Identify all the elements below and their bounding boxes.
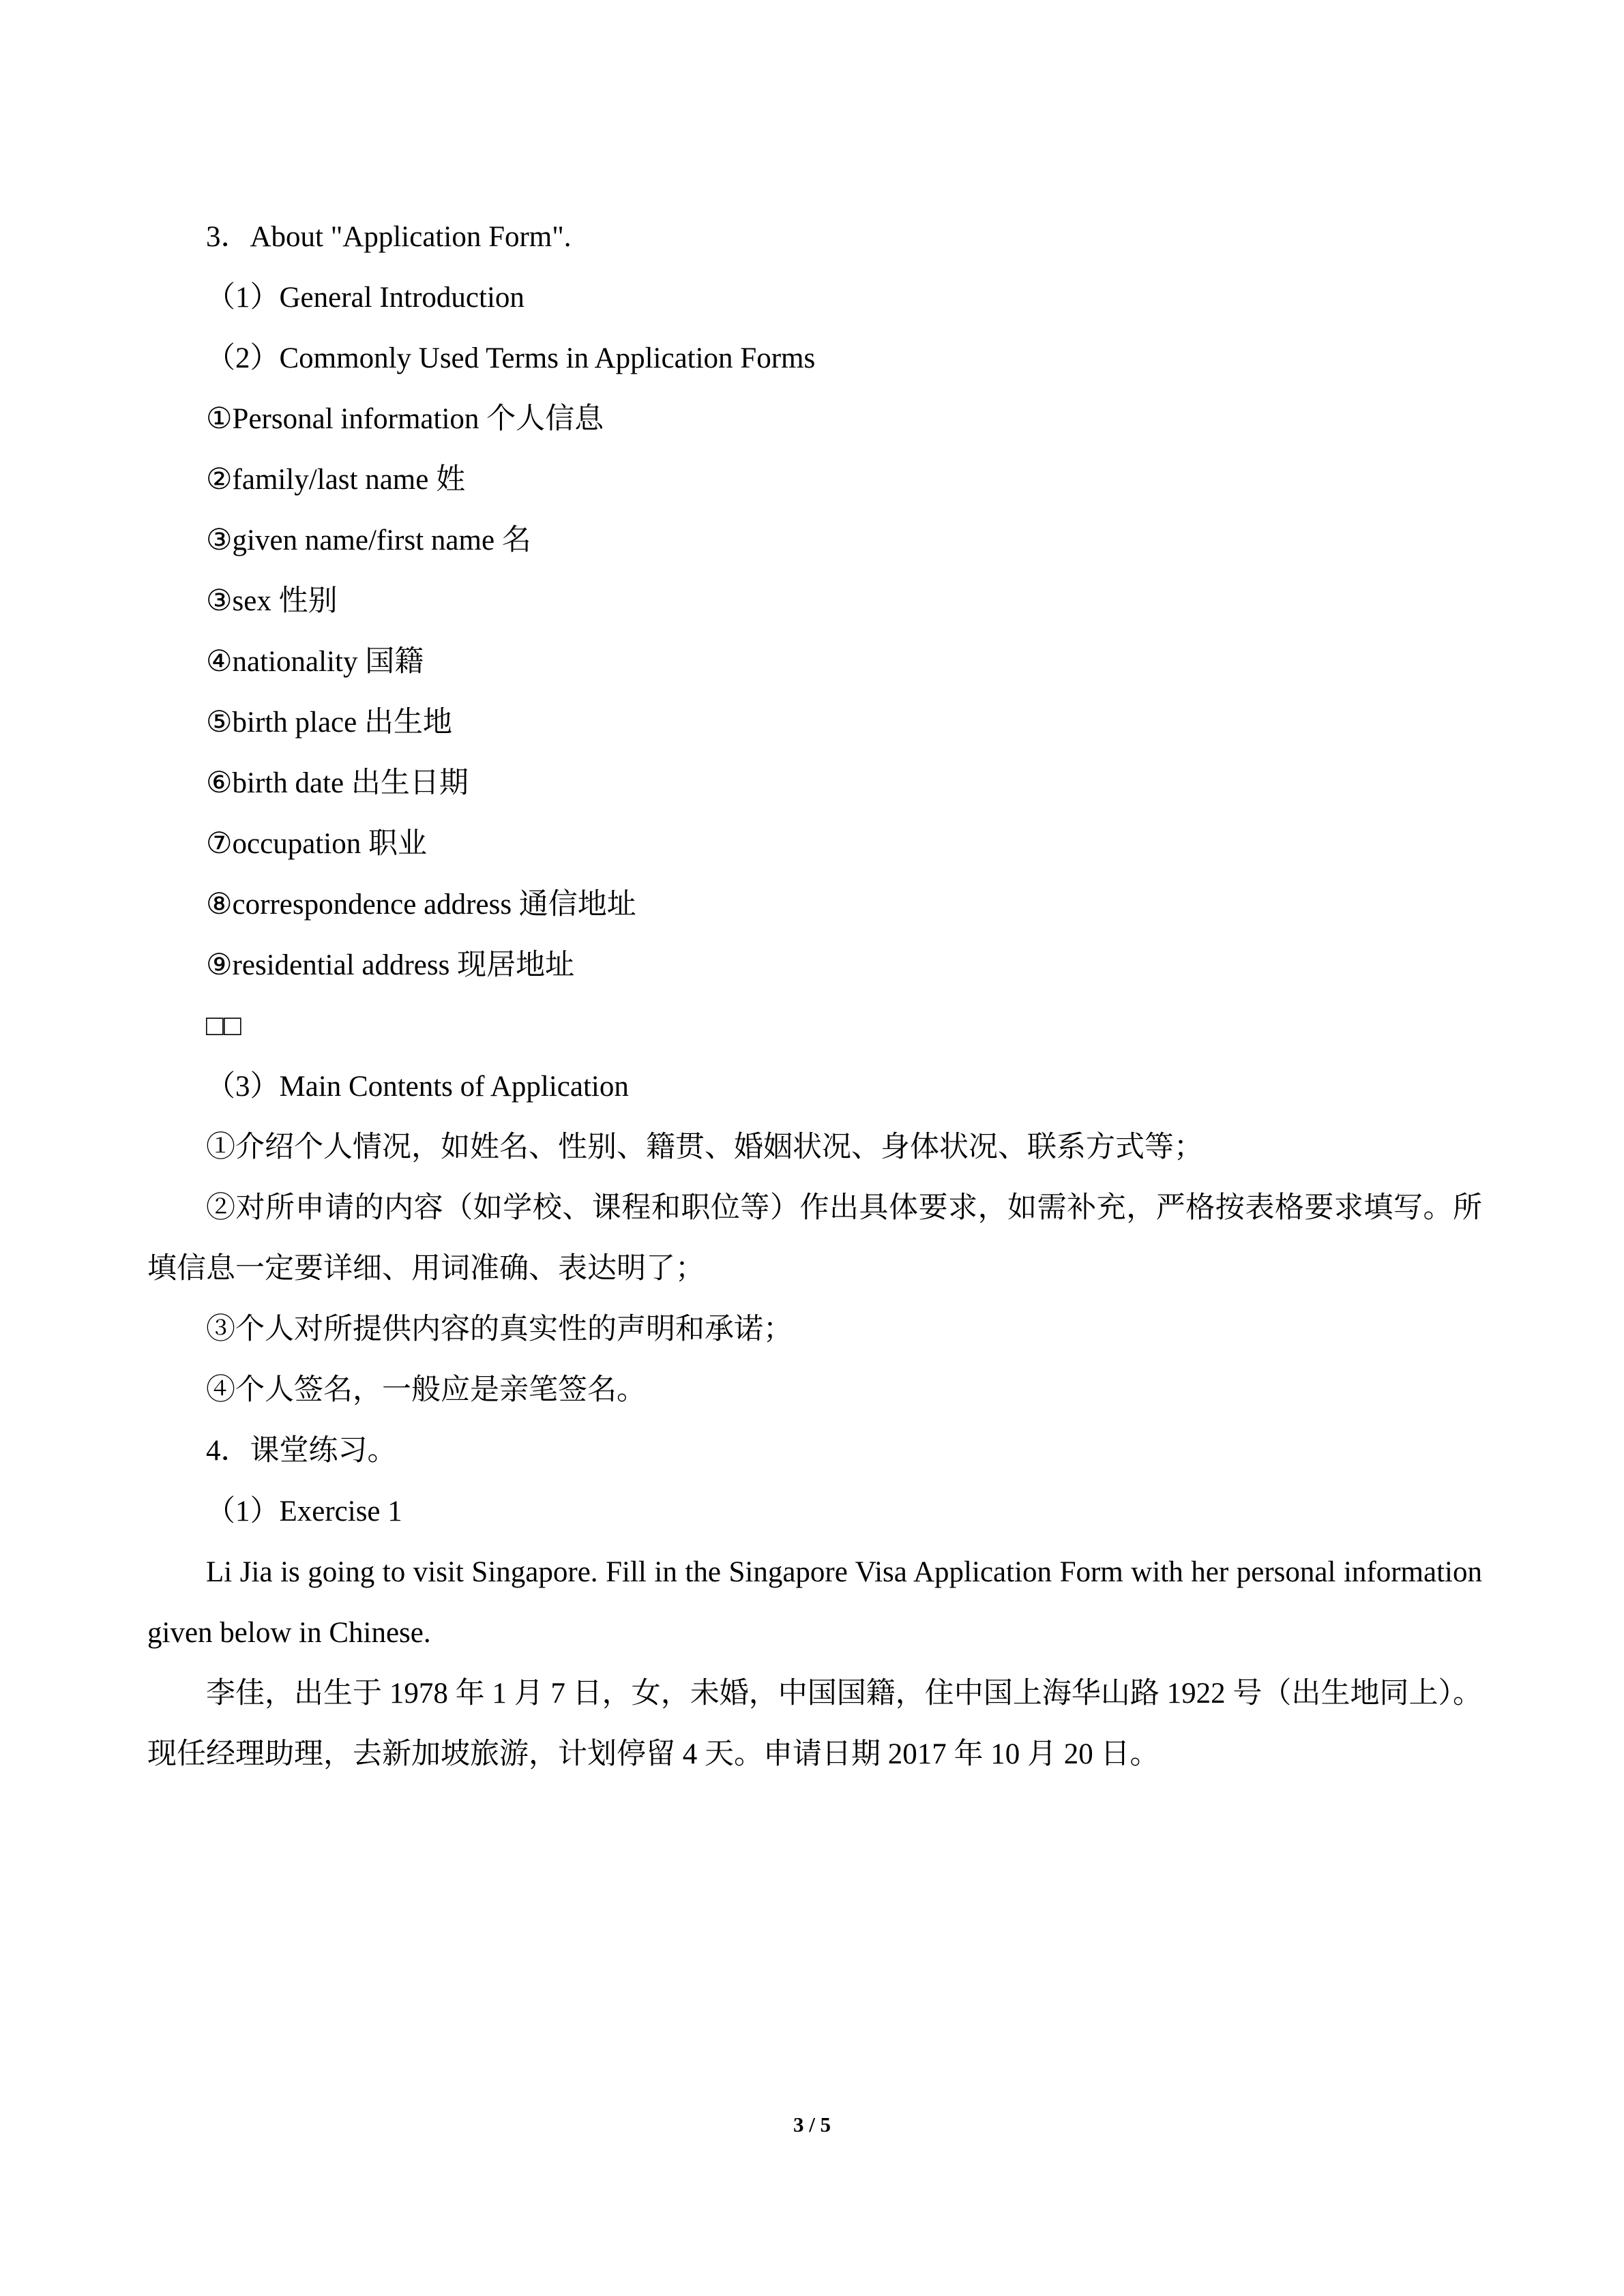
main-content-point-2: ②对所申请的内容（如学校、课程和职位等）作出具体要求，如需补充，严格按表格要求填写。所填信息一定要详细、用词准确、表达明了；: [147, 1192, 1482, 1285]
term-nationality: ④nationality 国籍: [206, 646, 424, 678]
term-personal-information: ①Personal information 个人信息: [206, 403, 604, 435]
exercise-1-instructions: Li Jia is going to visit Singapore. Fill in the Singapore Visa Application Form with her personal information given below in Chinese.: [147, 1556, 1482, 1649]
term-correspondence-address: ⑧correspondence address 通信地址: [206, 889, 636, 921]
term-residential-address: ⑨residential address 现居地址: [206, 949, 575, 981]
exercise-1-heading: （1）Exercise 1: [206, 1495, 402, 1527]
placeholder-boxes: □□: [206, 1010, 241, 1042]
section-4-heading: 4．课堂练习。: [206, 1435, 397, 1467]
main-content-point-1: ①介绍个人情况，如姓名、性别、籍贯、婚姻状况、身体状况、联系方式等；: [206, 1131, 1203, 1163]
term-birth-date: ⑥birth date 出生日期: [206, 767, 469, 799]
term-given-first-name: ③given name/first name 名: [206, 524, 531, 556]
item-3-main-contents: （3）Main Contents of Application: [206, 1071, 629, 1103]
document-content: [147, 207, 1482, 1785]
main-content-point-3: ③个人对所提供内容的真实性的声明和承诺；: [206, 1313, 793, 1345]
term-sex: ③sex 性别: [206, 585, 338, 617]
term-birth-place: ⑤birth place 出生地: [206, 706, 452, 739]
term-family-last-name: ②family/last name 姓: [206, 464, 466, 496]
term-occupation: ⑦occupation 职业: [206, 828, 427, 860]
item-1-general-introduction: （1）General Introduction: [206, 282, 525, 314]
page-number: 3 / 5: [793, 2113, 831, 2136]
exercise-1-chinese-info: 李佳，出生于 1978 年 1 月 7 日，女，未婚，中国国籍，住中国上海华山路 1922 号（出生地同上）。现任经理助理，去新加坡旅游，计划停留 4 天。申请日期 2017 年 10 月 20 日。: [147, 1678, 1482, 1770]
section-3-heading: 3．About "Application Form".: [206, 221, 572, 253]
main-content-point-4: ④个人签名，一般应是亲笔签名。: [206, 1374, 646, 1406]
item-2-common-terms: （2）Commonly Used Terms in Application Forms: [206, 342, 816, 374]
